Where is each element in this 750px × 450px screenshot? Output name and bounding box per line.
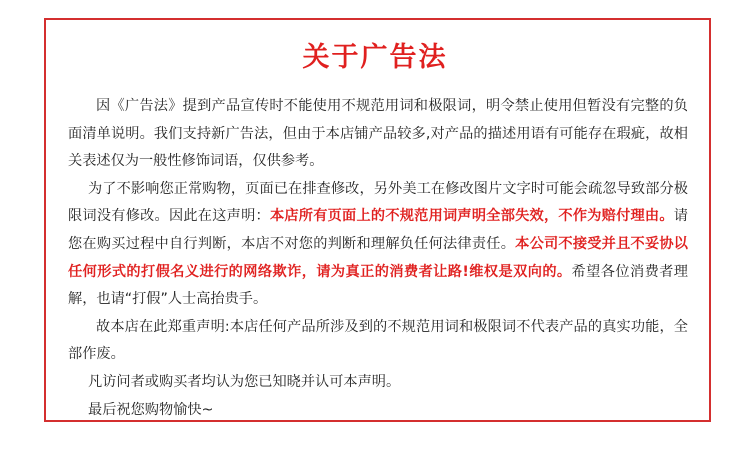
- request-text: 希望各位消费者理解，也请“打假”人士高抬贵手。: [68, 263, 688, 308]
- judgment-text: 请您在购买过程中自行判断，本店不对您的判断和理解负任何法律责任。: [68, 208, 688, 252]
- page-title: 关于广告法: [302, 42, 448, 73]
- highlight-invalid-words: 本店所有页面上的不规范用词声明全部失效，不作为赔付理由。: [269, 208, 674, 225]
- paragraph-acknowledgement: 凡访问者或购买者均认为您已知晓并认可本声明。: [88, 373, 401, 390]
- document-body: [68, 93, 688, 424]
- paragraph-declaration: [68, 176, 688, 314]
- declaration-text: 为了不影响您正常购物，页面已在排查修改，另外美工在修改图片文字时可能会疏忽导致部分极限词没有修改。因此在这声明：: [68, 180, 688, 225]
- paragraph-closing: 最后祝您购物愉快~: [88, 401, 214, 418]
- paragraph-intro: 因《广告法》提到产品宣传时不能使用不规范用词和极限词，明令禁止使用但暂没有完整的负面清单说明。我们支持新广告法，但由于本店铺产品较多,对产品的描述用语有可能存在瑕疵，故相关表述仅为一般性修饰词语，仅供参考。: [68, 98, 688, 170]
- highlight-anti-fraud: 本公司不接受并且不妥协以任何形式的打假名义进行的网络欺诈，请为真正的消费者让路!维权是双向的。: [68, 235, 688, 280]
- paragraph-solemn-statement: 故本店在此郑重声明:本店任何产品所涉及到的不规范用词和极限词不代表产品的真实功能，全部作废。: [68, 318, 688, 363]
